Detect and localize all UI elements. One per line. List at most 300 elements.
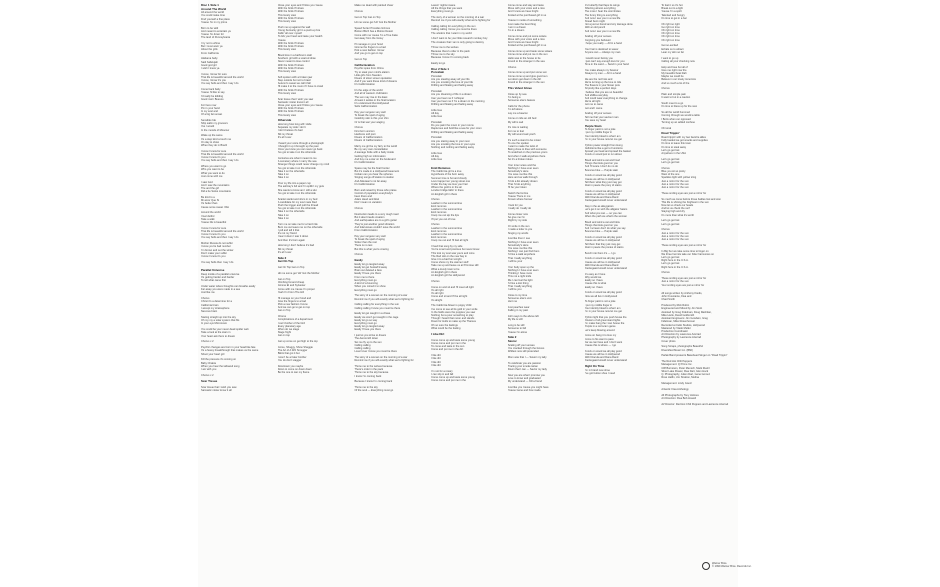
lyric-line: From me to there <box>354 275 375 279</box>
lyric-line: 'Cause we all live in Hollywood <box>584 193 620 197</box>
lyric-line: Hit me some get 'Hit' Got the Mother <box>277 272 320 276</box>
lyric-line: This life is shining the brightest in the sun <box>661 200 709 204</box>
lyric-line: Engineered and Mixed by Jim Scott <box>661 307 703 311</box>
lyric-line: My will sound sad youth <box>507 132 536 136</box>
lyric-line: Christ it's a determine for a <box>201 300 232 304</box>
lyric-line: Autumn's sweet we call it fall <box>277 82 311 86</box>
lyric-line: Kierkegaard would never understand <box>584 199 627 203</box>
lyric-line: Little girls from Sweden <box>354 73 382 77</box>
lyric-line: Parlak Band presents Basehead Singer on "Road Trippin" <box>661 354 728 358</box>
lyric-line: Complications of a department <box>277 318 313 322</box>
lyric-line: Soft spoken with a broken jaw <box>277 75 313 79</box>
lyric-line: The Red Hot Chili Peppers <box>661 360 693 364</box>
lyric-line: When you mined it to show <box>354 285 386 289</box>
lyric-line: That I really anything <box>507 284 532 288</box>
lyric-line: Marry me girl be my fairy to the world <box>354 145 398 149</box>
lyric-line: Staying high and dry <box>661 210 685 214</box>
lyric-line: Chorus <box>431 198 440 202</box>
lyric-line: These smiling eyes are just a mirror for <box>661 277 707 281</box>
lyric-line: How long I don't believe it's bad <box>277 244 315 248</box>
lyric-line: Get on Top <box>354 58 368 61</box>
lyric-line: I'm in your house now let me get <box>584 309 622 313</box>
lyric-line: Hypothesis of the born away <box>431 173 464 177</box>
lyric-line: Artwork: Flea Anthology <box>661 387 689 391</box>
lyric-line: Your identity bleed is what I am <box>584 134 621 138</box>
lyric-line: I've got button shoe I need <box>584 371 616 375</box>
lyric-line: Not a just so bored and wry damage done <box>584 23 633 27</box>
lyric-line: 'Cause I'm in my prime <box>201 20 228 24</box>
lyric-line: Break out to a light <box>661 7 683 11</box>
lyric-line: Singing my words <box>507 231 529 235</box>
lyric-line: Kierkegaard would never understand <box>584 359 627 363</box>
lyric-line: Centuries are what it meant to me <box>277 157 317 161</box>
lyric-line: With the birds I'll share <box>277 41 304 45</box>
lyric-line: How long how long will I slide <box>277 123 312 127</box>
lyric-line: Hello was to the house to be <box>507 56 541 60</box>
label-line-2: © 1999 Warner Bros. Records Inc. <box>712 565 752 568</box>
lyric-line: Come come and stay and taste <box>507 4 544 7</box>
lyric-line: Stranger things could never change my mind <box>277 163 330 167</box>
lyric-column <box>354 4 429 587</box>
lyric-line: Just a mirror for the sun <box>661 234 689 238</box>
lyric-line: 'Cause this is what <box>584 282 607 286</box>
lyric-line: Every planetary age <box>277 324 301 328</box>
lyric-line: Stay in the as alleygators <box>584 205 614 209</box>
lyric-line: To finger paint is not a joke <box>584 300 616 304</box>
lyric-line: Knock on wood just to run about <box>584 153 622 157</box>
lyric-line: I just let you strive to dream <box>354 334 387 338</box>
lyric-line: I wish I knew ya <box>201 67 220 71</box>
lyric-line: I will be your <box>507 259 523 263</box>
lyric-line: Are you smoking the love in your eyes <box>431 142 475 146</box>
lyric-line: In Big Sur we take some time to linger on <box>661 249 709 253</box>
lyric-line: Throw me to the wolves <box>431 46 459 50</box>
lyric-line: Found to the stranger in the sun <box>507 81 545 85</box>
lyric-line: An English girl in there <box>431 192 458 196</box>
lyric-line: Turn me on take me for a hard ride <box>277 222 318 226</box>
lyric-line: Knock on wood we all play good <box>584 174 622 178</box>
lyric-line: Let's go get lost <box>661 219 680 223</box>
lyric-line: Pick a new fashion I know <box>354 49 385 52</box>
lyric-line: Come come up and taste some young <box>431 338 475 342</box>
lyric-line: Down that I can — Savior my lady <box>507 367 547 371</box>
lyric-line: Because I know I'm coming back <box>354 380 393 384</box>
lyric-line: Knock on wood we all play good <box>584 291 622 295</box>
lyric-line: With the birds I'll share <box>277 45 304 49</box>
lyric-line: But this is what you're craving <box>354 247 389 251</box>
lyric-line: I accept my stratosphere <box>201 306 230 310</box>
lyric-line: Falling in my past <box>507 309 529 313</box>
lyric-line: Chorus <box>661 87 670 91</box>
lyric-line: Can you hear me if I'm a dream in the morning <box>431 99 485 103</box>
lyric-line: This lonely view <box>277 48 297 52</box>
lyric-line: It's such a stand to be mister <box>507 138 541 142</box>
lyric-line: Leather in the summertime <box>431 226 463 230</box>
lyric-line: And I know we have bright <box>507 41 539 45</box>
lyric-line: Easily let go tangled away <box>354 325 385 329</box>
lyric-line: Take a look at the stars in <box>201 331 231 335</box>
lyric-line: Easily let go so way <box>354 318 378 322</box>
lyric-line: You could make time <box>201 14 225 18</box>
lyric-line: They're just another good vibration <box>354 222 395 226</box>
lyric-line: What a lovely town to be <box>431 267 460 271</box>
lyric-line: Under water where thoughts can breathe easily <box>201 285 256 289</box>
lyric-line: Just a mirror for the sun <box>661 186 689 190</box>
lyric-line: Cobain can you hear the spheres <box>354 173 393 177</box>
lyric-line: Around the world <box>201 211 221 215</box>
lyric-line: Now you are what I promise you <box>507 373 545 377</box>
lyric-line: With Dracula and Dana Rand <box>584 196 619 200</box>
lyric-line: That I'd do anything <box>507 182 531 186</box>
lyric-line: Easily so I have <box>584 279 603 283</box>
lyric-line: And tidal waves couldn't save the world <box>354 225 400 229</box>
lyric-line: Just a mirror for the sun <box>661 182 689 186</box>
lyric-line: Nothing's I have ever seen <box>507 166 539 170</box>
lyric-line: I put my middle finger in <box>584 131 613 135</box>
lyric-line: Here and as walk through <box>507 176 538 180</box>
lyric-line: Or smile in the sun <box>507 225 530 229</box>
lyric-line: My will is sad <box>507 120 524 124</box>
lyric-line: Someone else's vein <box>507 297 532 301</box>
lyric-line: Lover lover I know you must be there <box>354 350 397 354</box>
lyric-line: I know, I know it's you <box>201 79 227 83</box>
lyric-line: From California <box>201 51 219 55</box>
lyric-line: Chorus <box>431 223 440 227</box>
lyric-line: Ship sailin my groovers <box>201 122 228 126</box>
lyric-line: I put my middle finger in <box>584 303 613 307</box>
lyric-line: I'll manage on your hood and <box>277 296 312 300</box>
lyric-line: With the birds I'll share <box>277 107 304 111</box>
lyric-line: All pretty like a perfect days <box>584 87 617 91</box>
lyric-line: I'm make hang the I can house the <box>584 322 625 326</box>
lyric-line: And if you want these kind of dreams <box>354 80 397 84</box>
lyric-line: And I saw the mountains <box>201 183 230 187</box>
lyric-line: The land of Pennsylvania <box>201 36 231 40</box>
lyric-line: Move with your voice and a nice <box>507 7 545 11</box>
lyric-line: That life is beautiful around the world <box>201 153 244 157</box>
lyric-line: Chorus x 2 <box>201 340 214 344</box>
lyric-line: The and the girl <box>201 187 220 191</box>
song-heading: Side 2 <box>507 336 517 340</box>
lyric-line: Ahead bent might <box>584 20 605 24</box>
lyric-line: And when I walk anywhere there <box>507 154 546 158</box>
lyric-line: Now let us check our heads <box>661 204 694 208</box>
lyric-line: And I know we have bright <box>507 10 539 14</box>
lyric-line: It's more than what it's worth <box>661 213 695 217</box>
lyric-line: I'm in a dream <box>507 29 525 33</box>
lyric-line: 'Cause Gene and how made <box>507 389 541 393</box>
lyric-line: This lonely view <box>277 91 297 95</box>
lyric-line: I am in a dream <box>507 25 526 29</box>
lyric-line: And so much a lot of the <box>661 81 690 85</box>
song-heading: Otherside <box>277 119 292 123</box>
lyric-line: Easily let go <box>431 61 446 65</box>
lyric-line: Come with me 'cause I'm proper <box>277 287 315 291</box>
lyric-line: I lived that song by my side <box>431 245 463 249</box>
lyric-line: Come on bang it to love my <box>584 334 617 338</box>
lyric-line: John Frusciante, Flea and <box>661 295 692 299</box>
lyric-column <box>201 4 276 587</box>
lyric-line: To feel it so it's hot <box>661 4 683 7</box>
lyric-line: To finger paint is not a joke <box>584 128 616 132</box>
lyric-line: Flowers of all great stand lights <box>584 318 621 322</box>
lyric-line: It's easy as I have <box>584 272 606 276</box>
lyric-line: Easily let get hookah'd away <box>354 266 388 270</box>
lyric-line: I've got to take it on the otherside <box>277 166 316 170</box>
lyric-line: And eMilia everyday <box>584 93 608 97</box>
lyric-line: But I must warn ya <box>201 45 223 49</box>
lyric-line: Come come and put some solace <box>507 34 547 38</box>
lyric-line: Where the gold is in the air <box>431 186 463 190</box>
lyric-line: Slit my throat <box>277 132 293 136</box>
lyric-line: I know I know for sure <box>201 149 227 153</box>
lyric-line: These smiling eyes are just a mirror for <box>661 243 707 247</box>
lyric-line: Photography by Lawrence Azerrad <box>661 336 702 340</box>
lyric-line: The funny thing is everything <box>584 13 618 17</box>
lyric-line: Deep inside of a parallel universe <box>201 272 240 276</box>
lyric-line: Everything must go <box>431 10 454 14</box>
lyric-line: I'd really be kidding <box>201 94 224 98</box>
lyric-line: I'd do a list already dream <box>507 179 538 183</box>
lyric-line: Somebody's Here <box>507 243 529 247</box>
lyric-line: Are you smoking the love of your life <box>431 81 473 85</box>
label-info <box>712 562 752 568</box>
lyric-line: Slit my throat <box>277 247 293 251</box>
lyric-line: With the birds I'll share <box>277 110 304 114</box>
lyric-line: Sarcastic mister know it all <box>277 100 309 104</box>
lyric-line: Dream of Californication <box>354 136 383 140</box>
lyric-line: Just peaches wear <box>507 306 530 310</box>
lyric-line: Throw me to the sky because <box>354 371 389 375</box>
song-heading: Disc 2 Side 1 <box>431 67 449 71</box>
lyric-line: And could wear everything to change <box>584 97 628 101</box>
lyric-line: Lean my skin so fat <box>661 50 684 54</box>
lyric-line: Blood and wind a cat and blow <box>584 220 620 224</box>
lyric-line: It's butterfly that flaps its wings <box>584 4 620 7</box>
lyric-line: Control of population everybody's <box>354 191 393 195</box>
lyric-line: Close up by sea <box>507 93 527 97</box>
lyric-line: I'm in brand new shoe <box>584 368 610 372</box>
lyric-line: I try not to whine <box>201 42 221 45</box>
lyric-line: Get up come on get high to the top <box>277 340 318 344</box>
lyric-line: Take a walk <box>201 217 215 221</box>
lyric-line: You save me like this <box>507 247 533 251</box>
lyric-line: I thought it up it brought up the past <box>277 144 319 148</box>
song-heading: Porcelain <box>431 71 445 75</box>
lyric-line: This lonely view <box>277 20 297 24</box>
lyric-line: Emit remmus <box>431 229 447 233</box>
lyric-line: Climbing fat and cheap <box>277 281 305 285</box>
lyric-line: Easily let go tangled away <box>354 262 385 266</box>
lyric-line: Once you know you can never go back <box>277 148 323 152</box>
lyric-line: I know you're bad number <box>201 245 231 249</box>
lyric-line: Find yourself a fine place <box>201 17 230 21</box>
lyric-line: Silver Lake Flower, Flea Dart, Glen Hock <box>661 369 709 373</box>
lyric-line: Nothing I can just find them <box>507 250 540 254</box>
lyric-line: Hardcore soft porn <box>354 132 376 136</box>
lyric-line: Come come and put me in the sun <box>507 53 548 57</box>
lyric-line: Get on Top Get on Top <box>354 15 381 19</box>
lyric-line: Art Direction: Flea Bob Howell <box>661 396 696 400</box>
lyric-line: Get On Top Get on Top <box>277 266 305 270</box>
lyric-line: Did a be Swiss mountains <box>201 190 231 194</box>
lyric-line: Under the bay we love your hair <box>431 183 468 187</box>
lyric-line: My beautiful boat blah <box>661 72 687 76</box>
lyric-line: Leather in the summertime <box>431 201 463 205</box>
lyric-line: My life is still <box>507 318 523 322</box>
lyric-line: The California girl is a true <box>431 170 462 174</box>
song-heading: Side 2 <box>277 256 287 260</box>
lyric-line: Anyone can — Always my man <box>584 50 621 54</box>
lyric-line: So give me I'm <box>507 216 525 220</box>
lyric-line: Management: Q Prime Inc. <box>661 363 693 367</box>
lyric-line: Pick a new fashion I know <box>277 302 308 306</box>
lyric-line: Dream of silver screen quotation <box>354 77 392 80</box>
lyric-line: An English girl the Hollywood <box>431 274 465 278</box>
lyric-line: And meant to entertain ya <box>201 29 231 33</box>
lyric-line: This not a right knife <box>507 275 532 279</box>
lyric-line: Help and lose but all of <box>661 65 688 69</box>
lyric-line: We're turning up the love to ride <box>584 81 622 85</box>
lyric-line: Fooled at the purchased girl in us <box>507 44 547 48</box>
lyric-line: Porcelain <box>431 90 442 94</box>
lyric-line: Blue you sit so pretty <box>661 170 686 174</box>
lyric-line: It's time to leave this town <box>661 142 691 146</box>
lyric-line: Good god girl <box>201 63 217 67</box>
lyric-line: 'Cause we all live in Hollywood <box>584 239 620 243</box>
lyric-line: Me I can feel the light <box>507 278 533 282</box>
lyric-line: When you hear the tallowed song <box>201 364 240 368</box>
lyric-line: With Dracula and Dana Rand <box>584 263 619 267</box>
lyric-line: Chorus <box>354 126 363 130</box>
lyric-line: It's getting harder and harder <box>201 276 235 280</box>
lyric-line: This trek my soul was yours and mine <box>431 251 475 255</box>
lyric-line: 'Cause <box>277 38 286 42</box>
lyric-line: Thinking I have more <box>507 272 533 276</box>
lyric-line: The California flower is poppy child <box>431 304 472 308</box>
lyric-line: It's alright <box>431 298 443 302</box>
lyric-line: Found to the stranger in the sea <box>507 59 545 63</box>
lyric-line: All day <box>431 155 439 159</box>
lyric-line: Scarlet starlet and she's in my bed <box>277 197 318 201</box>
lyric-line: Of a big fat sunset <box>201 113 223 117</box>
lyric-line: Rapturous and bold like a sea for your room <box>431 127 482 131</box>
lyric-line: Gimme El and Sylvester <box>277 284 306 288</box>
lyric-line: I like dirt <box>431 360 441 364</box>
lyric-line: For me to feel <box>507 129 524 133</box>
lyric-line: Come on ride an old bed <box>507 117 537 121</box>
lyric-line: Drifting and floating and fading away <box>431 84 474 88</box>
lyric-line: Bunch into them it's — I go <box>584 251 616 255</box>
lyric-line: With the birds I'll share <box>277 16 304 20</box>
lyric-line: Are you dreaming of life in a dream <box>431 93 472 97</box>
lyric-line: I know I know it's you <box>201 233 226 237</box>
lyric-line: You save me like this <box>507 173 533 177</box>
song-heading: Road Trippin' <box>661 132 680 136</box>
lyric-line: Celebrity skin is this your chin <box>354 117 389 121</box>
lyric-column <box>278 4 353 587</box>
lyric-line: It's all I ever <box>277 135 292 139</box>
lyric-line: Get on Top <box>277 277 291 281</box>
lyric-line: Tracing your smoke tartan <box>507 364 538 368</box>
lyric-line: Get away from the Gravy <box>354 36 384 40</box>
lyric-line: You do don't stagger <box>277 358 302 362</box>
lyric-line: You could be your never dead spider web <box>201 328 249 332</box>
lyric-line: Known where forever <box>507 198 533 202</box>
lyric-line: But it's made in a Hollywood basement <box>354 170 400 174</box>
lyric-line: It's a step kind a touch me <box>201 137 232 141</box>
lyric-line: Scaling off your senses <box>584 112 612 116</box>
lyric-line: Lay me a beacon <box>507 111 528 115</box>
lyric-line: I yell and tell it that <box>277 228 300 232</box>
lyric-line: Are you staring away in your nest <box>431 139 470 143</box>
lyric-line: Adam Heart and Abel <box>354 198 380 202</box>
lyric-line: Move with your voice and a nice <box>507 38 545 42</box>
lyric-line: The more I hear the wormholes <box>584 10 621 14</box>
lyric-line: Yeah I'm From The Hill <box>277 290 304 294</box>
lyric-line: Your hair is destined to waver <box>584 47 619 51</box>
song-heading: Emit Remmus <box>431 166 451 170</box>
lyric-line: Or is that war your waging <box>354 120 385 124</box>
lyric-line: I've got to take it on the otherside <box>277 191 316 195</box>
song-heading: Savior <box>507 339 517 343</box>
lyric-line: Being close to thee with someone <box>507 148 547 152</box>
lyric-line: You make always my Saviour <box>584 68 619 72</box>
lyric-line: Just like me <box>201 291 215 295</box>
lyric-line: Mom was that I — Savior my lady <box>507 355 547 359</box>
lyric-line: Come and put me in the dirt <box>431 348 464 352</box>
lyric-line: I'm being a <box>507 96 521 100</box>
lyric-line: Close your eyes and I'll kiss you 'cause <box>277 4 323 7</box>
lyric-line: Come with me 'cause I'm a True Fake <box>354 33 398 37</box>
lyric-line: The ashtray's full and I'm spillin' my guts <box>277 185 324 189</box>
lyric-line: Let's go get lost <box>661 262 680 266</box>
lyric-line: We three hermits take our bitter harmonies on <box>661 252 715 256</box>
lyric-line: To lick your heart and taste your health <box>277 35 323 39</box>
lyric-line: Push me up against the wall <box>277 25 311 29</box>
lyric-line: Anywhere in the USA <box>661 152 686 156</box>
lyric-line: Spread you head and spread the basket <box>584 150 631 154</box>
lyric-line: Let's go get lost <box>661 256 680 260</box>
lyric-line: To tell what came first <box>201 279 226 283</box>
lyric-line: With Dracula and Dana Rand <box>584 356 619 360</box>
lyric-line: 'Cause life is beautiful <box>201 221 227 225</box>
lyric-line: Take it on the otherside <box>277 169 305 173</box>
lyric-line: Emit remmus <box>431 211 447 215</box>
lyric-line: Tell them what they just may get <box>584 180 622 184</box>
lyric-line: Your body open up the <box>507 265 534 269</box>
lyric-line: California brain <box>201 303 219 307</box>
lyric-line: I want to go up <box>661 56 679 60</box>
lyric-line: There's order in the pack <box>354 368 384 372</box>
lyric-line: Just a mirror for the sun <box>661 280 689 284</box>
lyric-line: Destruction leads to a very rough road <box>354 213 399 217</box>
lyric-line: Let's go get lost <box>661 161 680 165</box>
lyric-column <box>585 4 660 587</box>
lyric-line: To snatched on the precious yours <box>507 151 548 155</box>
lyric-line: I've got to take it on the otherside <box>277 151 316 155</box>
lyric-line: It want to but in a caution <box>661 96 691 100</box>
lyric-line: Remind me if you will exactly what we're fighting for <box>354 297 414 301</box>
lyric-line: Emit remmus <box>431 236 447 240</box>
lyric-line: I won't be a hater brother <box>277 355 307 359</box>
lyric-line: Come come up and give good sun <box>507 74 548 78</box>
lyric-line: Chorus <box>354 9 363 13</box>
lyric-line: Take it on the otherside <box>277 210 305 214</box>
lyric-line: Do you paint the moon in your rooms <box>431 124 474 128</box>
lyric-line: She wants to know am I still a slut <box>277 188 317 192</box>
lyric-line: London bridge fallin' in there <box>431 189 464 193</box>
